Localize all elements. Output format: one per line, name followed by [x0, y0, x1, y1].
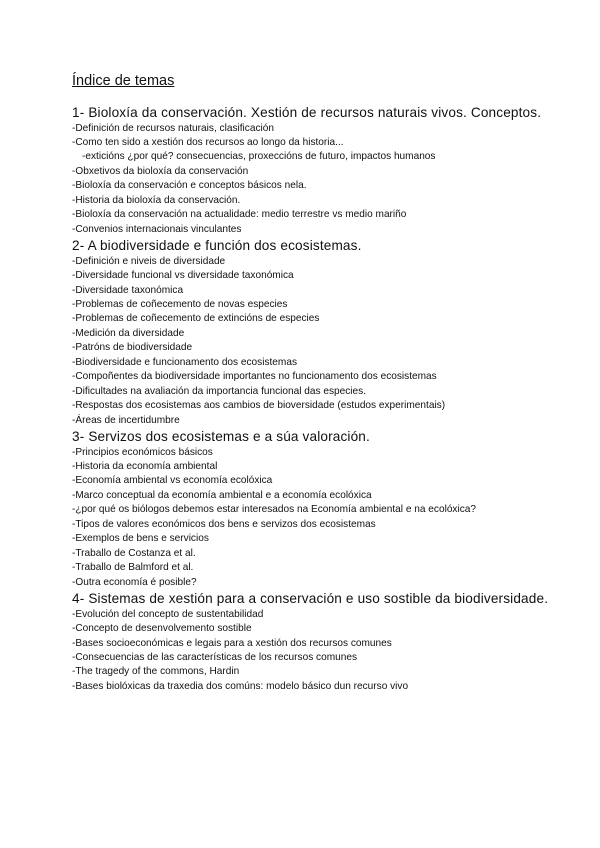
list-sub-item: -exticións ¿por qué? consecuencias, proxeccións de futuro, impactos humanos: [82, 151, 436, 163]
list-item: -Como ten sido a xestión dos recursos ao longo da historia...: [72, 136, 344, 148]
list-item: -Biodiversidade e funcionamento dos ecosistemas: [72, 356, 297, 368]
section-3: [72, 428, 572, 590]
section-heading: 1- Bioloxía da conservación. Xestión de recursos naturais vivos. Conceptos.: [72, 105, 542, 120]
section-heading: 3- Servizos dos ecosistemas e a súa valoración.: [72, 429, 370, 445]
section-heading: 2- A biodiversidade e función dos ecosistemas.: [72, 238, 362, 254]
list-item: -¿por qué os biólogos debemos estar interesados na Economía ambiental e na ecolóxica?: [72, 504, 476, 516]
list-item: -Principios económicos básicos: [72, 446, 213, 458]
list-item: -Exemplos de bens e servicios: [72, 533, 209, 545]
list-item: -Concepto de desenvolvemento sostible: [72, 623, 252, 635]
list-item: -Marco conceptual da economía ambiental e a economía ecolóxica: [72, 489, 372, 501]
list-item: -Bases socioeconómicas e legais para a xestión dos recursos comunes: [72, 637, 392, 649]
list-item: -Problemas de coñecemento de extincións de especies: [72, 313, 320, 325]
list-item: -Definición de recursos naturais, clasificación: [72, 122, 274, 134]
list-item: -Convenios internacionais vinculantes: [72, 223, 242, 235]
list-item: -Definición e niveis de diversidade: [72, 255, 226, 267]
document-title: Índice de temas: [72, 73, 175, 89]
list-item: -Traballo de Balmford et al.: [72, 562, 194, 574]
list-item: -Historia da economía ambiental: [72, 461, 218, 473]
list-item: -Evolución del concepto de sustentabilidad: [72, 608, 264, 620]
list-item: -Tipos de valores económicos dos bens e servizos dos ecosistemas: [72, 518, 376, 530]
section-4: [72, 590, 572, 694]
list-item: -Compoñentes da biodiversidade importantes no funcionamento dos ecosistemas: [72, 371, 437, 383]
list-item: -Diversidade taxonómica: [72, 284, 184, 296]
list-item: -Outra economía é posible?: [72, 576, 197, 588]
list-item: -Problemas de coñecemento de novas especies: [72, 298, 288, 310]
section-heading: 4- Sistemas de xestión para a conservación e uso sostible da biodiversidade.: [72, 591, 549, 607]
section-1: [72, 104, 572, 237]
list-item: -Bases biolóxicas da traxedia dos comúns: modelo básico dun recurso vivo: [72, 680, 409, 692]
list-item: -Traballo de Costanza et al.: [72, 547, 196, 559]
list-item: -Economía ambiental vs economía ecolóxica: [72, 475, 273, 487]
list-item: -Áreas de incertidumbre: [72, 414, 180, 426]
list-item: -Consecuencias de las características de los recursos comunes: [72, 651, 357, 663]
list-item: -Diversidade funcional vs diversidade taxonómica: [72, 270, 294, 282]
list-item: -Historia da bioloxía da conservación.: [72, 194, 241, 206]
document-page: [72, 72, 572, 694]
list-item: -Obxetivos da bioloxía da conservación: [72, 165, 249, 177]
list-item: -Respostas dos ecosistemas aos cambios de bioversidade (estudos experimentais): [72, 400, 446, 412]
list-item: -Bioloxía da conservación e conceptos básicos nela.: [72, 180, 307, 192]
list-item: -Bioloxía da conservación na actualidade: medio terrestre vs medio mariño: [72, 209, 407, 221]
list-item: -Medición da diversidade: [72, 327, 185, 339]
section-2: [72, 237, 572, 428]
list-item: -The tragedy of the commons, Hardin: [72, 666, 240, 678]
list-item: -Patróns de biodiversidade: [72, 342, 193, 354]
list-item: -Dificultades na avaliación da importancia funcional das especies.: [72, 385, 367, 397]
